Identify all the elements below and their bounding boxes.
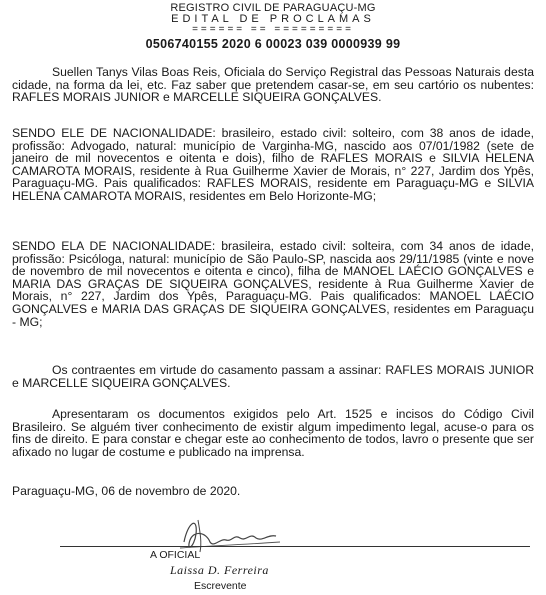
- groom-paragraph: SENDO ELE DE NACIONALIDADE: brasileiro, estado civil: solteiro, com 38 anos de idade, profissão: Advogado, natural: município de Varginha-MG, nascido aos 07/01/1982 (sete de janeiro de mil novecentos e oitenta e dois), filho de RAFLES MORAIS e SILVIA HELENA CAMAROTA MORAIS, residente à Rua Guilherme Xavier de Morais, n° 227, Jardim dos Ypês, Paraguaçu-MG. Pais qualificados: RAFLES MORAIS, residente em Paraguaçu-MG e SILVIA HELENA CAMAROTA MORAIS, residentes em Belo Horizonte-MG;: [12, 126, 534, 203]
- intro-paragraph: Suellen Tanys Vilas Boas Reis, Oficiala do Serviço Registral das Pessoas Naturais desta cidade, na forma da lei, etc. Faz saber que pretendem casar-se, em seu cartório os nubentes: RAFLES MORAIS JUNIOR e MARCELLE SIQUEIRA GONÇALVES.: [12, 65, 534, 105]
- signer-role: Escrevente: [194, 580, 247, 592]
- registry-office-header: REGISTRO CIVIL DE PARAGUAÇU-MG: [170, 2, 376, 14]
- place-date: Paraguaçu-MG, 06 de novembro de 2020.: [12, 484, 241, 498]
- signature-label: A OFICIAL: [150, 549, 201, 561]
- title-underline: ====== == =========: [192, 24, 354, 35]
- registry-code: 0506740155 2020 6 00023 039 0000939 99: [145, 37, 401, 51]
- documents-paragraph: Apresentaram os documentos exigidos pelo Art. 1525 e incisos do Código Civil Brasileiro. Se alguém tiver conhecimento de existir algum impedimento legal, acuse-o para os fins de direito. E para constar e chegar este ao conhecimento de todos, lavro o presente que ser afixado no lugar de costume e publicado na imprensa.: [12, 407, 534, 459]
- signing-paragraph: Os contraentes em virtude do casamento passam a assinar: RAFLES MORAIS JUNIOR e MARCELLE SIQUEIRA GONÇALVES.: [12, 363, 534, 390]
- signature-line: [60, 546, 530, 547]
- document-title: EDITAL DE PROCLAMAS: [171, 13, 375, 25]
- bride-paragraph: SENDO ELA DE NACIONALIDADE: brasileira, estado civil: solteira, com 34 anos de idade, profissão: Psicóloga, natural: município de São Paulo-SP, nascida aos 29/11/1985 (vinte e nove de novembro de mil novecentos e oitenta e cinco), filha de MANOEL LAÉCIO GONÇALVES e MARIA DAS GRAÇAS DE SIQUEIRA GONÇALVES, residente à Rua Guilherme Xavier de Morais, n° 227, Jardim dos Ypês, Paraguaçu-MG. Pais qualificados: MANOEL LAÉCIO GONÇALVES e MARIA DAS GRAÇAS DE SIQUEIRA GONÇALVES, residentes em Paraguaçu - MG;: [12, 239, 534, 329]
- signer-name: Laissa D. Ferreira: [170, 563, 269, 577]
